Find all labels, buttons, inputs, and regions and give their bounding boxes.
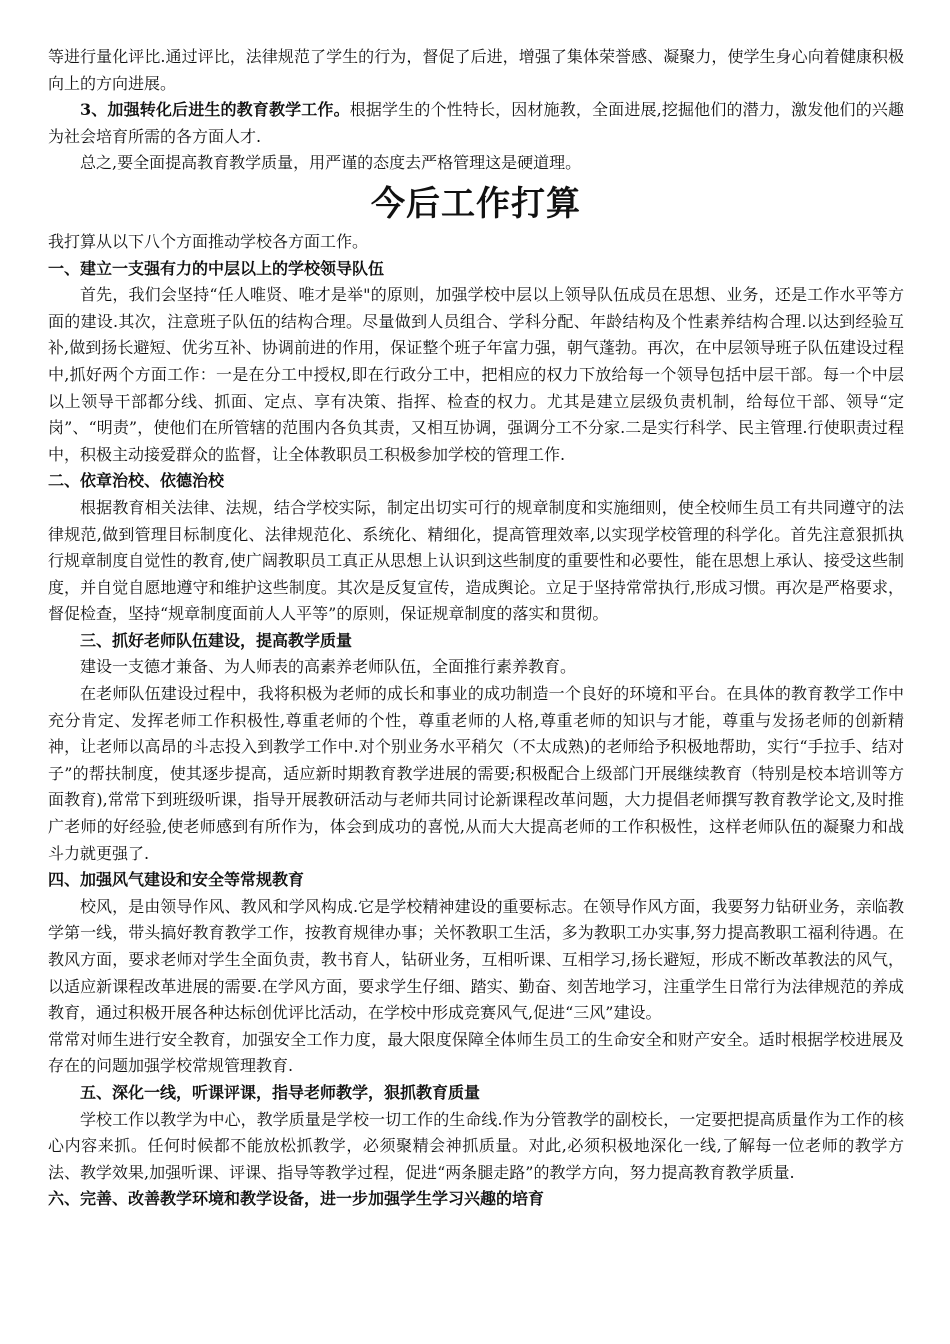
section-3-heading: 三、抓好老师队伍建设，提高教学质量: [80, 630, 353, 650]
intro-paragraph-2-rest: 根据学生的个性特长，因材施教，全面进展,挖掘他们的潜力，激发他们的兴趣为社会培育所需的各方面人才.: [48, 100, 904, 146]
section-6-heading: 六、完善、改善教学环境和教学设备，进一步加强学生学习兴趣的培育: [48, 1189, 545, 1209]
intro-paragraph-2: [48, 97, 904, 150]
section-2-paragraph-1: 根据教育相关法律、法规，结合学校实际，制定出切实可行的规章制度和实施细则，使全校师生员工有共同遵守的法律规范,做到管理目标制度化、法律规范化、系统化、精细化，提高管理效率,以实现学校管理的科学化。首先注意狠抓执行规章制度自觉性的教育,使广阔教职员工真正从思想上认识到这些制度的重要性和必要性，能在思想上承认、接受这些制度，并自觉自愿地遵守和维护这些制度。其次是反复宣传，造成舆论。立足于坚持常常执行,形成习惯。再次是严格要求，督促检查，坚持“规章制度面前人人平等”的原则，保证规章制度的落实和贯彻。: [48, 497, 904, 624]
intro-paragraph-2-bold: 3、加强转化后进生的教育教学工作。: [80, 100, 350, 120]
section-1-heading: 一、建立一支强有力的中层以上的学校领导队伍: [48, 258, 385, 278]
section-5-paragraph-1: 学校工作以教学为中心，教学质量是学校一切工作的生命线.作为分管教学的副校长，一定要把提高质量作为工作的核心内容来抓。任何时候都不能放松抓教学，必须聚精会神抓质量。对此,必须积极地深化一线,了解每一位老师的教学方法、教学效果,加强听课、评课、指导等教学过程，促进“两条腿走路”的教学方向，努力提高教育教学质量.: [48, 1109, 904, 1182]
section-3-paragraph-2: 在老师队伍建设过程中，我将积极为老师的成长和事业的成功制造一个良好的环境和平台。在具体的教育教学工作中充分肯定、发挥老师工作积极性,尊重老师的个性，尊重老师的人格,尊重老师的知识与才能，尊重与发扬老师的创新精神，让老师以高昂的斗志投入到教学工作中.对个别业务水平稍欠（不太成熟)的老师给予积极地帮助，实行“手拉手、结对子”的帮扶制度，使其逐步提高，适应新时期教育教学进展的需要;积极配合上级部门开展继续教育（特别是校本培训等方面教育),常常下到班级听课，指导开展教研活动与老师共同讨论新课程改革问题，大力提倡老师撰写教育教学论文,及时推广老师的好经验,使老师感到有所作为，体会到成功的喜悦,从而大大提高老师的工作积极性，这样老师队伍的凝聚力和战斗力就更强了.: [48, 684, 904, 863]
section-2-heading: 二、依章治校、依德治校: [48, 471, 225, 491]
intro-paragraph-3: 总之,要全面提高教育教学质量，用严谨的态度去严格管理这是硬道理。: [80, 153, 582, 173]
section-5-heading: 五、深化一线，听课评课，指导老师教学，狠抓教育质量: [80, 1082, 481, 1102]
section-4-paragraph-2: 常常对师生进行安全教育，加强安全工作力度，最大限度保障全体师生员工的生命安全和财产安全。适时根据学校进展及存在的问题加强学校常规管理教育.: [48, 1029, 904, 1076]
page-title: 今后工作打算: [371, 183, 581, 224]
section-3-paragraph-1: 建设一支德才兼备、为人师表的高素养老师队伍，全面推行素养教育。: [80, 657, 577, 677]
section-4-paragraph-1: 校风，是由领导作风、教风和学风构成.它是学校精神建设的重要标志。在领导作风方面，我要努力钻研业务，亲临教学第一线，带头搞好教育教学工作，按教育规律办事；关怀教职工生活，多为教职工办实事,努力提高教职工福利待遇。在教风方面，要求老师对学生全面负责，教书育人，钻研业务，互相听课、互相学习,扬长避短，形成不断改革教法的风气，以适应新课程改革进展的需要.在学风方面，要求学生仔细、踏实、勤奋、刻苦地学习，注重学生日常行为法律规范的养成教育，通过积极开展各种达标创优评比活动，在学校中形成竞赛风气,促进“三风”建设。: [48, 896, 904, 1023]
intro-paragraph-1: 等进行量化评比.通过评比，法律规范了学生的行为，督促了后进，增强了集体荣誉感、凝聚力，使学生身心向着健康积极向上的方向进展。: [48, 47, 904, 93]
section-1-paragraph-1: 首先，我们会坚持“任人唯贤、唯才是举"的原则，加强学校中层以上领导队伍成员在思想、业务，还是工作水平等方面的建设.其次，注意班子队伍的结构合理。尽量做到人员组合、学科分配、年龄结构及个性素养结构合理.以达到经验互补,做到扬长避短、优劣互补、协调前进的作用，保证整个班子年富力强，朝气蓬勃。再次，在中层领导班子队伍建设过程中,抓好两个方面工作：一是在分工中授权,即在行政分工中，把相应的权力下放给每一个领导包括中层干部。每一个中层以上领导干部都分线、抓面、定点、享有决策、指挥、检查的权力。尤其是建立层级负责机制，给每位干部、领导“定岗”、“明责”，使他们在所管辖的范围内各负其责，又相互协调，强调分工不分家.二是实行科学、民主管理.行使职责过程中，积极主动接爱群众的监督，让全体教职员工积极参加学校的管理工作.: [48, 285, 904, 464]
section-4-heading: 四、加强风气建设和安全等常规教育: [48, 870, 305, 890]
lead-paragraph: 我打算从以下八个方面推动学校各方面工作。: [48, 231, 369, 251]
